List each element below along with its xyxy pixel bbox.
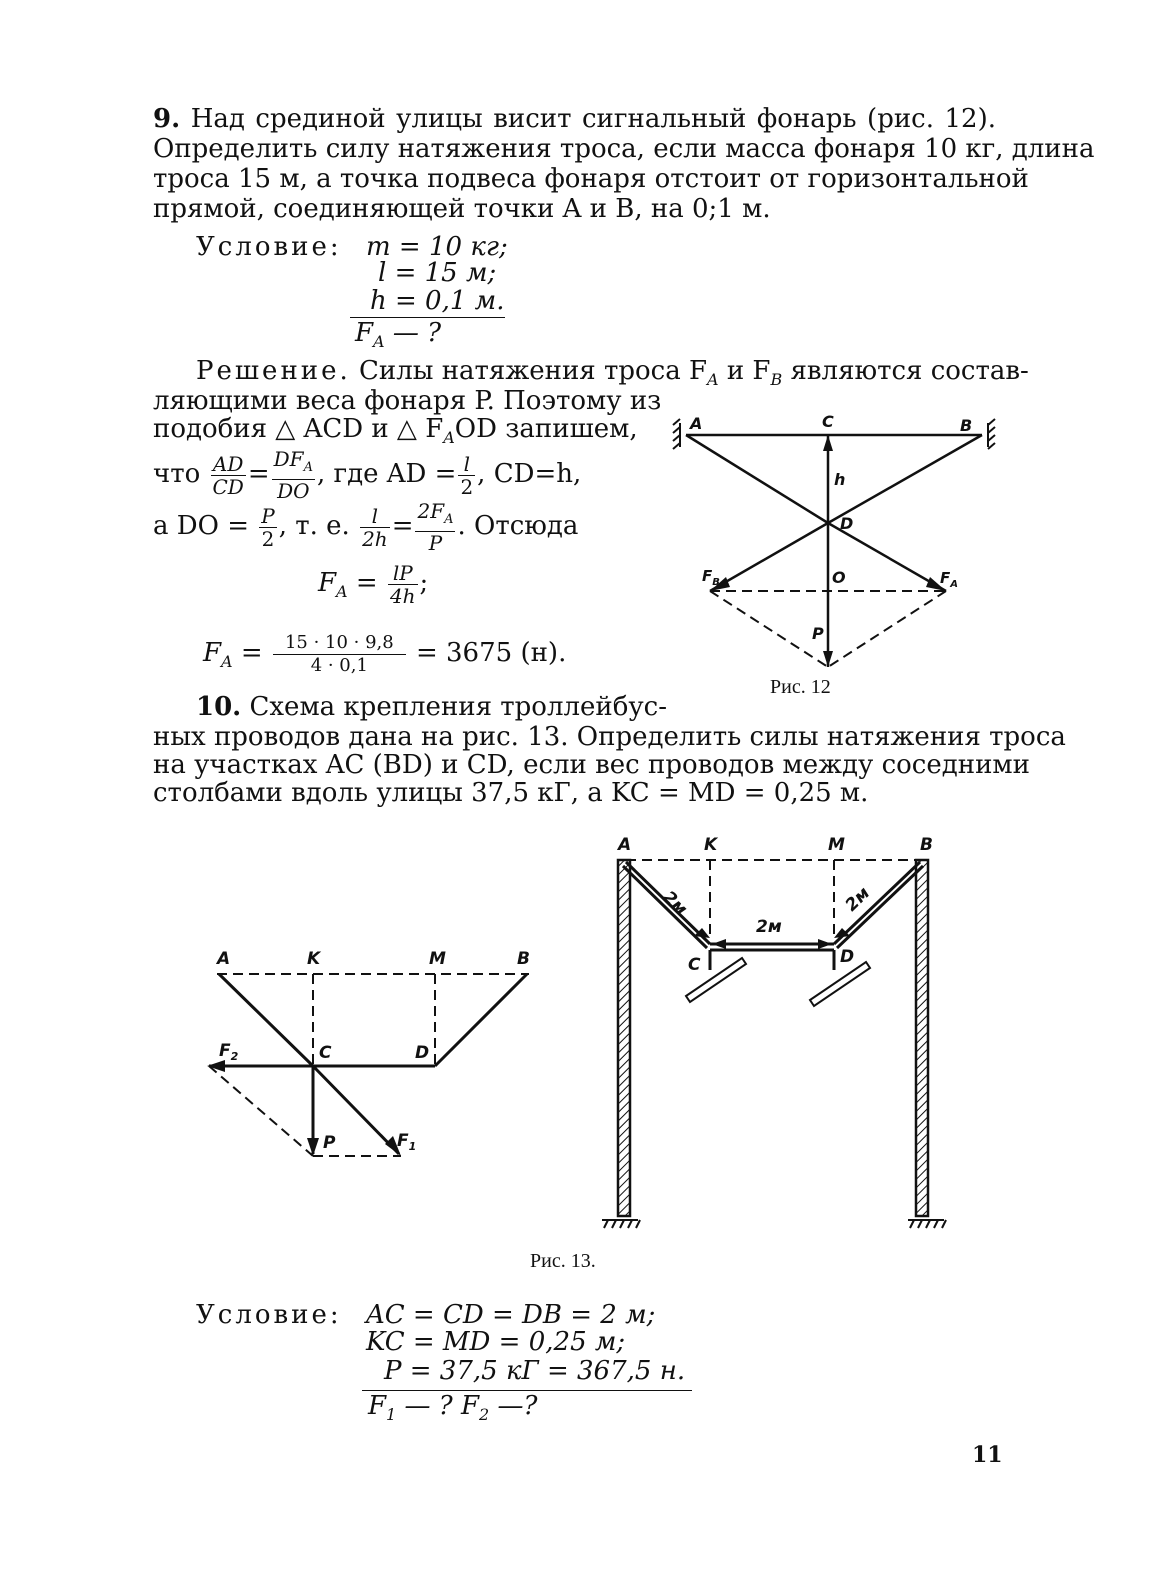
fig13l-label-a: A bbox=[217, 949, 231, 969]
cond10-l1: AC = CD = DB = 2 м; bbox=[366, 1300, 656, 1330]
cond9-tail: — ? bbox=[384, 318, 442, 348]
fig13l-label-f2 bbox=[219, 1041, 239, 1063]
fig13l-label-p: P bbox=[323, 1133, 336, 1153]
fig13r-label-k: K bbox=[704, 835, 718, 855]
fig12-fb-sub: B bbox=[712, 577, 720, 588]
fig13r-label-a: A bbox=[618, 835, 632, 855]
sol9-line2: ляющими веса фонаря P. Поэтому из bbox=[153, 386, 662, 416]
fig13l-label-c: C bbox=[319, 1043, 332, 1063]
fig13r-insulator-d bbox=[810, 962, 870, 1006]
fig13r-pole-left bbox=[618, 860, 630, 1216]
fig13r-arrowhead-cd-left bbox=[712, 939, 726, 949]
fig13r-dim-ac: 2м bbox=[658, 887, 691, 920]
cond10-unknowns bbox=[368, 1391, 537, 1430]
sol9-line5 bbox=[153, 500, 578, 554]
frac-ad-cd bbox=[211, 453, 246, 498]
frac2-sub: A bbox=[303, 460, 313, 475]
frac-l-2 bbox=[458, 453, 475, 498]
formula-result: $F_A$ = $\frac{15 \cdot 10 \cdot 9,8}{4 \cdot 0,1}$ = 3675 (н). bbox=[203, 631, 567, 676]
fig12-label-fa bbox=[940, 569, 958, 590]
sol9-line1: Решение. Силы натяжения троса $F_A$ и $F_B$ являются состав- bbox=[196, 356, 1029, 390]
p10-line1-text: Схема крепления троллейбус- bbox=[241, 692, 667, 722]
result-value: = 3675 (н). bbox=[415, 638, 567, 668]
cond9-l3: h = 0,1 м. bbox=[370, 286, 505, 316]
p10-line4: столбами вдоль улицы 37,5 кГ, а KC = MD = 0,25 м. bbox=[153, 778, 869, 808]
fig12-fa-f: F bbox=[940, 569, 951, 587]
p9-line1-text: Над срединой улицы висит сигнальный фонарь (рис. 12). bbox=[190, 104, 997, 134]
frac8-den: 4 · 0,1 bbox=[310, 654, 368, 676]
frac7-num: lP bbox=[388, 562, 418, 585]
cond10-label: Условие: bbox=[196, 1300, 342, 1330]
fig12-arrow-fa bbox=[828, 523, 946, 591]
fig12-arrowhead-h bbox=[823, 435, 833, 451]
figure-12 bbox=[670, 395, 1000, 705]
p9-number: 9. bbox=[153, 104, 181, 134]
sol9-l3a: подобия △ ACD и △ F bbox=[153, 414, 444, 444]
fig13r-pole-right bbox=[916, 860, 928, 1216]
frac-p-2 bbox=[259, 505, 276, 550]
p9-line1 bbox=[153, 104, 996, 134]
cond10-f2: — ? F bbox=[396, 1391, 480, 1421]
frac5-den: 2h bbox=[362, 526, 388, 551]
fig13l-arrowhead-f2 bbox=[207, 1060, 225, 1072]
frac8-num: 15 · 10 · 9,8 bbox=[273, 632, 406, 655]
fig13l-f2-f: F bbox=[219, 1041, 231, 1061]
cond10-f1-sub: 1 bbox=[386, 1405, 397, 1425]
sol9-eq2: = bbox=[391, 511, 414, 541]
frac2-den: DO bbox=[277, 479, 310, 503]
frac6-den: P bbox=[428, 531, 443, 555]
fig13r-dim-db: 2м bbox=[841, 883, 874, 916]
cond10-f2-sub: 2 bbox=[479, 1405, 490, 1425]
sol9-l5a: а DO = bbox=[153, 511, 249, 541]
sol9-head: Решение. bbox=[196, 356, 351, 386]
formula-fa: $F_A$ = $\frac{lP}{4h}$ ; bbox=[318, 560, 429, 608]
frac-numeric bbox=[273, 632, 406, 677]
sol9-l1c: являются состав- bbox=[782, 356, 1029, 386]
frac7-tail: ; bbox=[419, 568, 429, 598]
fig13l-f2-sub: 2 bbox=[230, 1050, 239, 1063]
frac5-num: l bbox=[360, 505, 390, 528]
fig12-arrow-fb bbox=[710, 523, 828, 591]
p9-line2: Определить силу натяжения троса, если масса фонаря 10 кг, длина bbox=[153, 134, 1095, 164]
fa2-f: F bbox=[203, 638, 222, 668]
sol9-l1a: Силы натяжения троса F bbox=[350, 356, 708, 386]
frac4-den: 2 bbox=[261, 526, 275, 551]
frac-2fa-p bbox=[415, 500, 455, 554]
cond9-l1: m = 10 кг; bbox=[366, 232, 508, 262]
fig12-fa-sub: A bbox=[950, 579, 958, 590]
fig12-line-bd bbox=[828, 435, 982, 523]
fig13l-label-d: D bbox=[415, 1043, 430, 1063]
fig12-dash-fap bbox=[828, 591, 946, 667]
sol9-eq1: = bbox=[247, 459, 270, 489]
fig12-label-b: B bbox=[960, 416, 973, 435]
fig12-label-h: h bbox=[834, 470, 846, 489]
sol9-l4a: что bbox=[153, 459, 201, 489]
fig13l-label-m: M bbox=[429, 949, 446, 969]
p10-line1 bbox=[196, 692, 667, 722]
sol9-l5c: . Отсюда bbox=[457, 511, 579, 541]
page-number: 11 bbox=[972, 1442, 1003, 1468]
cond10-l3: P = 37,5 кГ = 367,5 н. bbox=[384, 1356, 686, 1386]
p9-line3: троса 15 м, а точка подвеса фонаря отстоит от горизонтальной bbox=[153, 164, 1029, 194]
fig12-label-a: A bbox=[690, 414, 703, 433]
p9-line4: прямой, соединяющей точки A и B, на 0;1 м. bbox=[153, 194, 771, 224]
p10-line3: на участках AC (BD) и CD, если вес проводов между соседними bbox=[153, 750, 1030, 780]
frac1-den: CD bbox=[212, 474, 244, 499]
frac-lp-4h bbox=[388, 562, 418, 607]
frac2-num: DF bbox=[273, 447, 304, 471]
fig12-label-fb bbox=[702, 567, 720, 588]
fig13r-label-m: M bbox=[828, 835, 845, 855]
p10-number: 10. bbox=[196, 692, 242, 722]
frac6-sub: A bbox=[444, 512, 454, 527]
fig12-line-ad bbox=[686, 435, 828, 523]
sol9-line4 bbox=[153, 448, 581, 502]
fig13l-f1-sub: 1 bbox=[408, 1140, 417, 1153]
fig12-label-c: C bbox=[822, 412, 834, 431]
fig12-label-p: P bbox=[812, 624, 824, 643]
sol9-l1b: и F bbox=[718, 356, 771, 386]
frac3-num: l bbox=[458, 453, 475, 476]
fa2-sub: A bbox=[221, 652, 233, 672]
fig13l-dash-f2p bbox=[209, 1066, 313, 1156]
frac-l-2h bbox=[360, 505, 390, 550]
fig13r-label-b: B bbox=[920, 835, 933, 855]
sol9-line3: подобия △ ACD и △ $F_AOD$ запишем, bbox=[153, 414, 638, 448]
frac1-num: AD bbox=[211, 453, 246, 476]
frac6-num: 2F bbox=[417, 499, 445, 523]
figure-13-left bbox=[195, 940, 555, 1170]
fig13l-line-db bbox=[435, 974, 527, 1066]
fig13l-f1-f: F bbox=[397, 1131, 409, 1151]
fa-sub: A bbox=[336, 582, 348, 602]
cond9-fsub: A bbox=[373, 332, 385, 352]
fig13r-dim-cd: 2м bbox=[756, 917, 782, 937]
sol9-l4b: , где AD = bbox=[316, 459, 457, 489]
fig13r-label-d: D bbox=[840, 947, 855, 967]
cond9-unknown bbox=[355, 318, 441, 357]
fig12-fb-f: F bbox=[702, 567, 713, 585]
cond10-tail: —? bbox=[489, 1391, 538, 1421]
cond10-f1: F bbox=[368, 1391, 387, 1421]
frac7-den: 4h bbox=[389, 583, 416, 608]
fig12-label-o: O bbox=[832, 568, 846, 587]
fig13l-label-k: K bbox=[307, 949, 321, 969]
cond10-l2: KC = MD = 0,25 м; bbox=[366, 1327, 626, 1357]
fig13l-label-b: B bbox=[517, 949, 530, 969]
fig13r-arrowhead-cd-right bbox=[818, 939, 832, 949]
fig12-label-d: D bbox=[840, 514, 854, 533]
fig13l-label-f1 bbox=[397, 1131, 416, 1153]
fig12-dash-fbp bbox=[710, 591, 828, 667]
frac-dfa-do bbox=[272, 448, 315, 502]
fa-f: F bbox=[318, 568, 337, 598]
sol9-l5b: , т. е. bbox=[278, 511, 350, 541]
fig13-caption: Рис. 13. bbox=[530, 1250, 596, 1272]
fig12-caption: Рис. 12 bbox=[770, 676, 831, 698]
sol9-l4c: , CD=h, bbox=[477, 459, 582, 489]
cond9-l2: l = 15 м; bbox=[378, 258, 497, 288]
frac3-den: 2 bbox=[460, 474, 474, 499]
cond9-label: Условие: bbox=[196, 232, 342, 262]
p10-line2: ных проводов дана на рис. 13. Определить силы натяжения троса bbox=[153, 722, 1066, 752]
sol9-l3b: OD запишем, bbox=[454, 414, 638, 444]
figure-13-right bbox=[590, 826, 970, 1238]
fig13r-label-c: C bbox=[688, 955, 701, 975]
frac4-num: P bbox=[261, 503, 275, 528]
cond9-f: F bbox=[355, 318, 374, 348]
